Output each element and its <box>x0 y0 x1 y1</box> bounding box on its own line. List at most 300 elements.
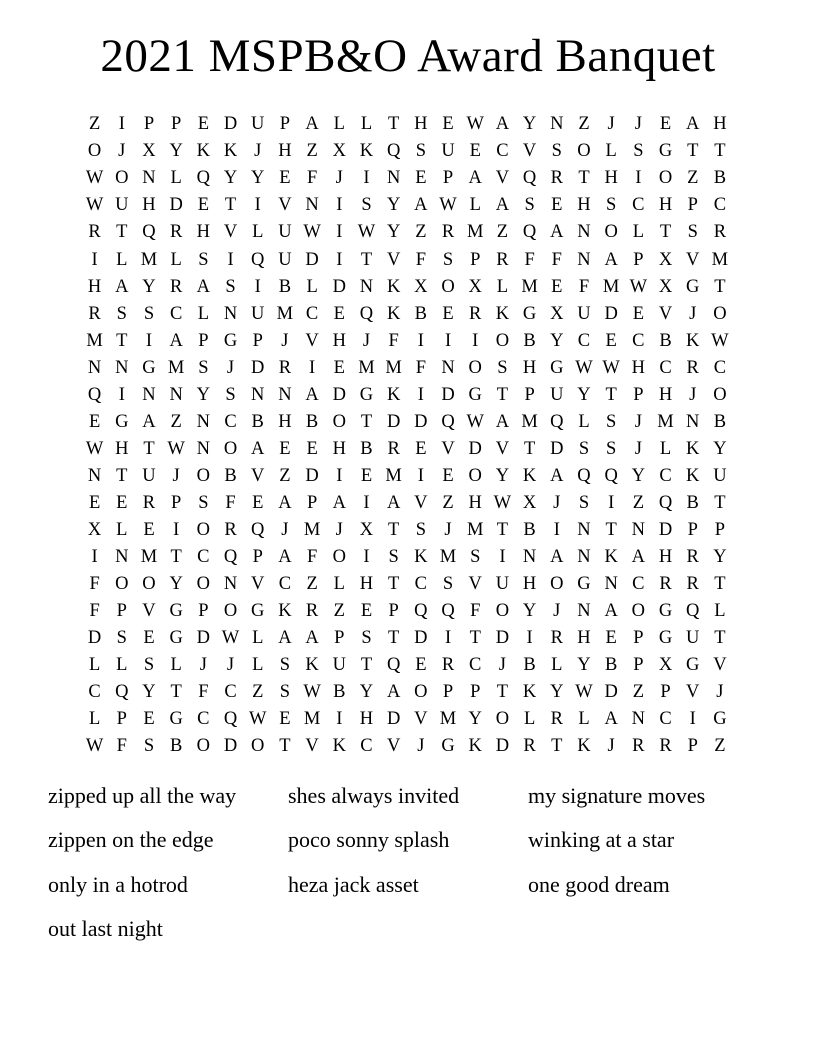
grid-letter: D <box>495 628 510 649</box>
grid-letter: A <box>495 114 510 135</box>
grid-letter: P <box>442 168 454 189</box>
grid-letter: C <box>414 574 428 595</box>
grid-letter: P <box>334 628 345 649</box>
grid-letter: B <box>713 168 727 189</box>
grid-letter: X <box>550 303 564 324</box>
grid-letter: Q <box>223 547 238 568</box>
grid-letter: M <box>303 709 321 730</box>
grid-letter: V <box>251 574 265 595</box>
grid-letter: O <box>414 682 428 703</box>
grid-letter: G <box>468 384 482 405</box>
grid-letter: P <box>660 682 671 703</box>
grid-letter: W <box>493 492 512 513</box>
grid-letter: H <box>87 276 102 297</box>
grid-letter: W <box>466 114 484 135</box>
grid-letter: L <box>116 655 128 676</box>
grid-letter: I <box>499 547 506 568</box>
grid-letter: H <box>196 222 211 243</box>
grid-letter: A <box>386 682 401 703</box>
grid-letter: N <box>305 195 319 216</box>
grid-letter: S <box>415 141 426 162</box>
grid-letter: A <box>550 465 564 486</box>
grid-letter: K <box>468 736 482 757</box>
grid-letter: V <box>414 492 428 513</box>
grid-letter: Y <box>495 465 510 486</box>
grid-letter: U <box>115 195 129 216</box>
grid-letter: L <box>360 114 373 135</box>
grid-letter: Z <box>279 465 291 486</box>
grid-letter: K <box>223 141 238 162</box>
grid-letter: M <box>521 276 538 297</box>
grid-letter: C <box>632 574 645 595</box>
grid-letter: R <box>659 574 672 595</box>
grid-letter: E <box>279 709 291 730</box>
word-list-item: heza jack asset <box>288 871 419 897</box>
grid-letter: B <box>523 519 536 540</box>
grid-letter: O <box>332 411 346 432</box>
grid-letter: K <box>386 276 401 297</box>
grid-letter: A <box>468 168 482 189</box>
grid-letter: Y <box>169 574 183 595</box>
grid-letter: A <box>495 195 510 216</box>
grid-letter: S <box>578 492 590 513</box>
grid-letter: J <box>226 357 235 378</box>
grid-letter: T <box>496 682 509 703</box>
grid-letter: P <box>306 492 318 513</box>
grid-letter: L <box>605 141 617 162</box>
grid-letter: N <box>87 357 102 378</box>
grid-letter: N <box>604 574 618 595</box>
grid-letter: I <box>227 249 234 270</box>
grid-letter: R <box>713 222 727 243</box>
grid-letter: K <box>686 465 700 486</box>
grid-letter: N <box>631 519 646 540</box>
grid-letter: B <box>604 655 618 676</box>
grid-letter: A <box>115 276 129 297</box>
grid-letter: D <box>414 628 428 649</box>
grid-letter: R <box>550 628 563 649</box>
grid-letter: A <box>631 547 646 568</box>
grid-letter: W <box>85 736 104 757</box>
grid-letter: H <box>142 195 156 216</box>
grid-letter: D <box>414 411 428 432</box>
grid-letter: K <box>522 682 537 703</box>
grid-letter: E <box>88 411 101 432</box>
word-list-item: zipped up all the way <box>48 783 237 808</box>
grid-letter: E <box>360 465 373 486</box>
grid-letter: S <box>415 519 426 540</box>
grid-letter: G <box>169 628 183 649</box>
grid-letter: R <box>169 276 183 297</box>
grid-letter: C <box>224 411 237 432</box>
grid-letter: N <box>196 438 211 459</box>
grid-letter: S <box>225 276 236 297</box>
grid-letter: J <box>553 601 561 622</box>
grid-letter: Y <box>142 276 156 297</box>
grid-letter: E <box>551 195 563 216</box>
grid-letter: F <box>524 249 535 270</box>
grid-letter: I <box>336 222 343 243</box>
grid-letter: G <box>169 709 183 730</box>
grid-letter: Z <box>687 168 699 189</box>
grid-letter: X <box>658 249 673 270</box>
grid-letter: Z <box>333 601 345 622</box>
grid-letter: W <box>575 357 593 378</box>
grid-letter: N <box>115 357 129 378</box>
grid-letter: N <box>577 519 591 540</box>
grid-letter: C <box>577 330 591 351</box>
grid-letter: O <box>631 601 646 622</box>
grid-letter: C <box>305 303 319 324</box>
grid-letter: S <box>633 141 644 162</box>
grid-letter: S <box>606 438 617 459</box>
grid-letter: W <box>629 276 648 297</box>
grid-letter: K <box>386 303 401 324</box>
grid-letter: I <box>145 330 153 351</box>
grid-letter: D <box>251 357 265 378</box>
grid-letter: P <box>388 601 399 622</box>
grid-letter: B <box>224 465 237 486</box>
grid-letter: O <box>713 384 727 405</box>
grid-letter: S <box>442 249 454 270</box>
grid-letter: Y <box>577 384 591 405</box>
grid-letter: W <box>85 438 104 459</box>
grid-letter: Y <box>713 438 727 459</box>
grid-letter: I <box>118 384 125 405</box>
grid-letter: N <box>522 547 537 568</box>
grid-letter: M <box>385 465 402 486</box>
grid-letter: S <box>198 357 209 378</box>
grid-letter: Z <box>88 114 101 135</box>
grid-letter: M <box>439 709 457 730</box>
grid-letter: W <box>466 411 484 432</box>
grid-letter: D <box>223 114 238 135</box>
grid-letter: G <box>115 411 129 432</box>
grid-letter: P <box>198 601 209 622</box>
grid-letter: F <box>225 492 236 513</box>
grid-letter: N <box>169 384 183 405</box>
grid-letter: J <box>689 384 697 405</box>
grid-letter: N <box>115 547 129 568</box>
word-list-column <box>288 774 459 907</box>
grid-letter: Q <box>686 601 700 622</box>
grid-letter: P <box>252 330 263 351</box>
grid-letter: L <box>496 276 509 297</box>
grid-letter: E <box>333 357 345 378</box>
grid-letter: G <box>658 628 673 649</box>
grid-letter: L <box>578 709 590 730</box>
grid-letter: Q <box>142 222 156 243</box>
grid-letter: H <box>522 574 537 595</box>
grid-letter: P <box>116 709 127 730</box>
grid-letter: S <box>198 249 209 270</box>
grid-letter: Y <box>251 168 265 189</box>
grid-letter: M <box>521 411 538 432</box>
grid-letter: C <box>659 709 672 730</box>
grid-letter: B <box>659 330 672 351</box>
grid-letter: E <box>659 114 672 135</box>
grid-letter: Z <box>306 141 318 162</box>
grid-letter: L <box>170 655 182 676</box>
grid-letter: T <box>170 547 182 568</box>
grid-letter: L <box>306 276 318 297</box>
grid-letter: V <box>305 330 319 351</box>
grid-letter: E <box>415 438 427 459</box>
grid-letter: X <box>522 492 537 513</box>
grid-letter: M <box>439 547 457 568</box>
grid-letter: T <box>496 384 509 405</box>
grid-letter: X <box>359 519 374 540</box>
grid-letter: F <box>89 601 100 622</box>
grid-letter: H <box>577 195 591 216</box>
grid-letter: P <box>143 114 155 135</box>
grid-letter: O <box>495 709 510 730</box>
grid-letter: X <box>332 141 346 162</box>
grid-letter: T <box>116 222 128 243</box>
word-list-item: zippen on the edge <box>48 827 214 853</box>
grid-letter: P <box>687 519 698 540</box>
grid-letter: R <box>305 601 319 622</box>
grid-letter: I <box>363 547 370 568</box>
grid-letter: Q <box>196 168 211 189</box>
grid-letter: A <box>332 492 346 513</box>
grid-letter: K <box>196 141 211 162</box>
grid-letter: P <box>470 249 481 270</box>
grid-letter: F <box>198 682 209 703</box>
grid-letter: S <box>361 628 372 649</box>
grid-letter: H <box>332 438 346 459</box>
grid-letter: I <box>608 492 615 513</box>
grid-letter: Y <box>142 682 156 703</box>
grid-letter: A <box>169 330 183 351</box>
grid-letter: Q <box>441 411 455 432</box>
grid-letter: A <box>686 114 700 135</box>
grid-letter: E <box>605 330 617 351</box>
grid-letter: J <box>254 141 262 162</box>
grid-letter: R <box>387 438 400 459</box>
grid-letter: G <box>441 736 455 757</box>
grid-letter: O <box>468 357 482 378</box>
grid-letter: O <box>604 222 618 243</box>
grid-letter: R <box>496 249 509 270</box>
grid-letter: E <box>415 655 427 676</box>
grid-letter: M <box>385 357 402 378</box>
grid-letter: B <box>278 276 292 297</box>
grid-letter: L <box>469 195 481 216</box>
grid-letter: A <box>142 411 156 432</box>
grid-letter: I <box>91 547 98 568</box>
grid-letter: H <box>713 114 727 135</box>
grid-letter: K <box>386 384 401 405</box>
grid-letter: B <box>414 303 428 324</box>
grid-letter: I <box>363 168 370 189</box>
grid-letter: V <box>522 141 537 162</box>
grid-letter: J <box>335 168 343 189</box>
grid-letter: Q <box>386 141 401 162</box>
grid-letter: Y <box>577 655 591 676</box>
grid-letter: H <box>414 114 428 135</box>
grid-letter: B <box>333 682 346 703</box>
grid-letter: E <box>88 492 101 513</box>
word-list-item: shes always invited <box>288 783 460 808</box>
grid-letter: K <box>577 736 591 757</box>
grid-letter: Y <box>522 601 537 622</box>
grid-letter: Z <box>306 574 318 595</box>
grid-letter: Z <box>714 736 726 757</box>
grid-letter: M <box>140 249 158 270</box>
grid-letter: Y <box>522 114 537 135</box>
grid-letter: K <box>359 141 374 162</box>
grid-letter: C <box>713 195 727 216</box>
grid-letter: F <box>116 736 127 757</box>
grid-letter: V <box>386 736 401 757</box>
grid-letter: Z <box>632 492 644 513</box>
grid-letter: V <box>386 249 401 270</box>
grid-letter: W <box>85 168 104 189</box>
grid-letter: Z <box>415 222 427 243</box>
grid-letter: K <box>278 601 292 622</box>
grid-letter: J <box>634 411 642 432</box>
grid-letter: U <box>278 222 292 243</box>
grid-letter: F <box>306 168 318 189</box>
grid-letter: P <box>442 682 454 703</box>
grid-letter: I <box>254 276 261 297</box>
grid-letter: Y <box>386 222 401 243</box>
grid-letter: V <box>495 438 510 459</box>
grid-letter: P <box>171 492 182 513</box>
grid-letter: R <box>550 168 563 189</box>
grid-letter: T <box>116 465 128 486</box>
grid-letter: W <box>357 222 376 243</box>
word-list-column <box>48 774 236 951</box>
grid-letter: O <box>142 574 156 595</box>
grid-letter: I <box>553 519 560 540</box>
grid-letter: J <box>607 736 615 757</box>
grid-letter: D <box>441 384 455 405</box>
grid-letter: K <box>686 330 700 351</box>
grid-letter: D <box>305 249 319 270</box>
grid-letter: N <box>441 357 455 378</box>
grid-letter: G <box>223 330 238 351</box>
grid-letter: H <box>278 141 292 162</box>
grid-letter: H <box>577 628 591 649</box>
grid-letter: X <box>468 276 482 297</box>
grid-letter: S <box>524 195 535 216</box>
grid-letter: L <box>632 222 644 243</box>
grid-letter: D <box>604 303 618 324</box>
grid-letter: I <box>173 519 180 540</box>
grid-letter: I <box>417 330 424 351</box>
grid-letter: S <box>687 222 698 243</box>
grid-letter: X <box>658 276 673 297</box>
word-list-item: out last night <box>48 915 163 941</box>
grid-letter: P <box>714 519 726 540</box>
grid-letter: S <box>198 492 209 513</box>
grid-letter: U <box>577 303 591 324</box>
grid-letter: G <box>142 357 156 378</box>
grid-letter: P <box>687 736 698 757</box>
grid-letter: C <box>169 303 183 324</box>
grid-letter: D <box>495 736 510 757</box>
grid-letter: A <box>550 547 564 568</box>
grid-letter: T <box>143 438 155 459</box>
grid-letter: L <box>116 519 128 540</box>
grid-letter: T <box>714 628 726 649</box>
grid-letter: Y <box>631 465 646 486</box>
grid-letter: P <box>633 384 644 405</box>
grid-letter: J <box>281 519 289 540</box>
grid-letter: O <box>196 519 211 540</box>
grid-letter: A <box>305 114 319 135</box>
grid-letter: Q <box>577 465 591 486</box>
grid-letter: U <box>495 574 510 595</box>
grid-letter: S <box>497 357 508 378</box>
grid-letter: C <box>360 736 373 757</box>
grid-letter: T <box>360 655 373 676</box>
grid-letter: L <box>252 628 264 649</box>
grid-letter: V <box>495 168 510 189</box>
grid-letter: R <box>523 736 536 757</box>
grid-letter: S <box>279 655 291 676</box>
grid-letter: H <box>359 709 374 730</box>
grid-letter: U <box>332 655 346 676</box>
grid-letter: C <box>197 547 210 568</box>
grid-letter: H <box>604 168 618 189</box>
grid-letter: R <box>142 492 156 513</box>
grid-letter: R <box>169 222 183 243</box>
grid-letter: U <box>686 628 700 649</box>
grid-letter: O <box>713 303 727 324</box>
grid-letter: C <box>632 195 645 216</box>
grid-letter: J <box>172 465 180 486</box>
grid-letter: P <box>524 384 535 405</box>
grid-letter: X <box>142 141 156 162</box>
grid-letter: U <box>142 465 156 486</box>
grid-letter: Y <box>550 330 564 351</box>
grid-letter: M <box>466 222 484 243</box>
grid-letter: J <box>444 519 452 540</box>
grid-letter: D <box>87 628 102 649</box>
grid-letter: N <box>196 411 211 432</box>
grid-letter: D <box>169 195 183 216</box>
grid-letter: G <box>686 655 700 676</box>
grid-letter: V <box>223 222 238 243</box>
grid-letter: N <box>631 709 646 730</box>
grid-letter: S <box>606 195 617 216</box>
grid-letter: T <box>496 519 509 540</box>
grid-letter: M <box>466 519 484 540</box>
grid-letter: R <box>441 655 455 676</box>
grid-letter: I <box>689 709 696 730</box>
grid-letter: D <box>196 628 211 649</box>
grid-letter: L <box>170 168 182 189</box>
grid-letter: T <box>388 574 400 595</box>
grid-letter: N <box>223 303 238 324</box>
grid-letter: A <box>604 249 618 270</box>
grid-letter: Z <box>170 411 182 432</box>
grid-letter: J <box>634 114 642 135</box>
grid-letter: E <box>442 114 454 135</box>
grid-letter: M <box>140 547 158 568</box>
grid-letter: I <box>91 249 98 270</box>
grid-letter: A <box>251 438 265 459</box>
grid-letter: T <box>360 411 373 432</box>
grid-letter: V <box>468 574 482 595</box>
grid-letter: H <box>522 357 537 378</box>
grid-letter: I <box>336 709 343 730</box>
grid-letter: T <box>279 736 291 757</box>
grid-letter: B <box>251 411 264 432</box>
